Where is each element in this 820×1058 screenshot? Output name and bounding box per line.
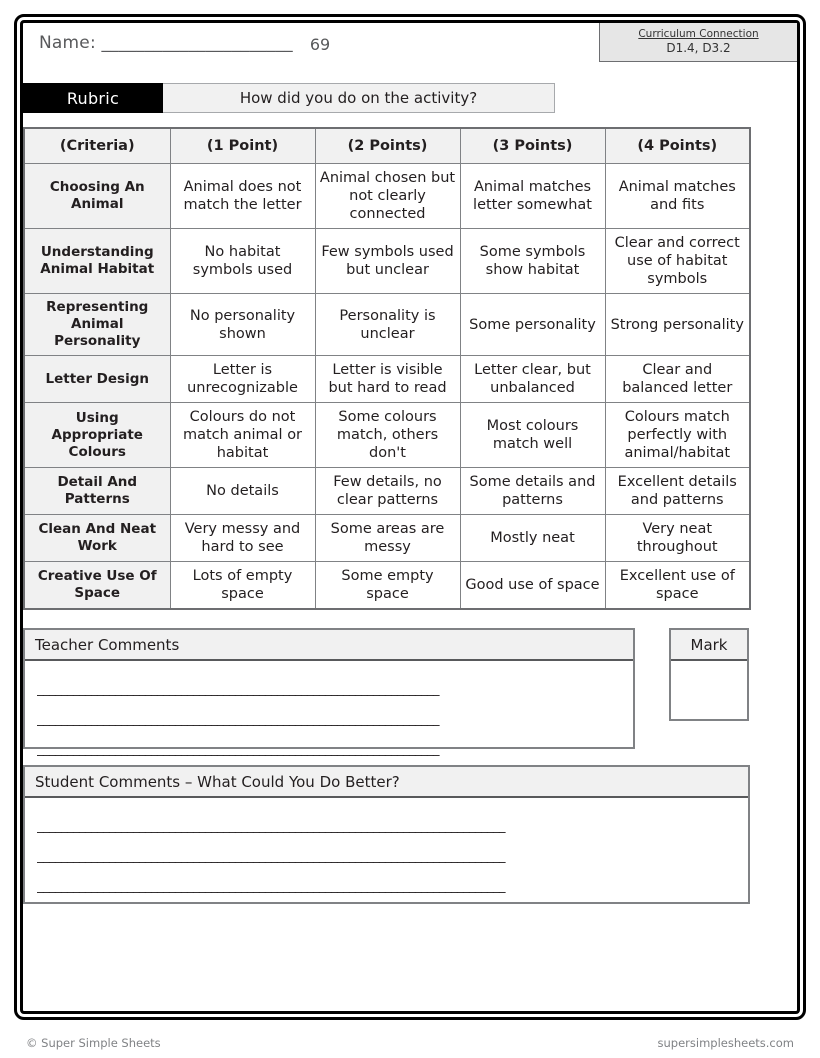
column-header-3-points: (3 Points) [460, 128, 605, 164]
score-cell-2[interactable]: Some colours match, others don't [315, 403, 460, 468]
score-cell-1[interactable]: Lots of empty space [170, 562, 315, 610]
score-cell-1[interactable]: No habitat symbols used [170, 229, 315, 294]
table-row [24, 468, 750, 515]
page-number: 69 [309, 35, 331, 54]
score-cell-4[interactable]: Colours match perfectly with animal/habitat [605, 403, 750, 468]
curriculum-connection-title: Curriculum Connection [638, 28, 759, 40]
score-cell-4[interactable]: Very neat throughout [605, 515, 750, 562]
rubric-tabbar [23, 83, 555, 113]
score-cell-3[interactable]: Mostly neat [460, 515, 605, 562]
mark-input[interactable] [671, 661, 747, 719]
criteria-cell: Creative Use Of Space [24, 562, 170, 610]
teacher-comments-title: Teacher Comments [25, 630, 633, 661]
teacher-comments-row [23, 628, 797, 757]
mark-box [669, 628, 749, 721]
student-comments-box [23, 765, 750, 904]
name-field[interactable]: Name: ______________________ [39, 33, 293, 53]
score-cell-4[interactable]: Strong personality [605, 294, 750, 356]
criteria-cell: Representing Animal Personality [24, 294, 170, 356]
writing-line: ______________________________________________________________________________ [37, 849, 505, 864]
column-header-criteria: (Criteria) [24, 128, 170, 164]
table-row [24, 515, 750, 562]
score-cell-3[interactable]: Some details and patterns [460, 468, 605, 515]
rubric-header-row [24, 128, 750, 164]
score-cell-1[interactable]: Colours do not match animal or habitat [170, 403, 315, 468]
score-cell-3[interactable]: Some personality [460, 294, 605, 356]
score-cell-1[interactable]: No personality shown [170, 294, 315, 356]
student-comments-field[interactable] [25, 798, 748, 902]
rubric-body [24, 164, 750, 610]
footer-website: supersimplesheets.com [657, 1036, 794, 1050]
score-cell-2[interactable]: Letter is visible but hard to read [315, 356, 460, 403]
criteria-cell: Choosing An Animal [24, 164, 170, 229]
score-cell-3[interactable]: Some symbols show habitat [460, 229, 605, 294]
student-comments-title: Student Comments – What Could You Do Better? [25, 767, 748, 798]
score-cell-2[interactable]: Few symbols used but unclear [315, 229, 460, 294]
curriculum-connection-codes: D1.4, D3.2 [666, 41, 731, 55]
writing-line: ___________________________________________________________________ [37, 742, 439, 757]
criteria-cell: Letter Design [24, 356, 170, 403]
criteria-cell: Using Appropriate Colours [24, 403, 170, 468]
score-cell-4[interactable]: Animal matches and fits [605, 164, 750, 229]
criteria-cell: Clean And Neat Work [24, 515, 170, 562]
mark-label: Mark [671, 630, 747, 661]
score-cell-4[interactable]: Excellent details and patterns [605, 468, 750, 515]
tab-rubric[interactable]: Rubric [23, 83, 163, 113]
score-cell-2[interactable]: Some empty space [315, 562, 460, 610]
teacher-comments-field[interactable] [25, 661, 633, 757]
column-header-2-points: (2 Points) [315, 128, 460, 164]
table-row [24, 562, 750, 610]
page-header [23, 23, 797, 73]
table-row [24, 403, 750, 468]
score-cell-4[interactable]: Excellent use of space [605, 562, 750, 610]
writing-line: ______________________________________________________________________________ [37, 879, 505, 894]
column-header-1-point: (1 Point) [170, 128, 315, 164]
criteria-cell: Understanding Animal Habitat [24, 229, 170, 294]
table-row [24, 356, 750, 403]
score-cell-3[interactable]: Animal matches letter somewhat [460, 164, 605, 229]
score-cell-2[interactable]: Few details, no clear patterns [315, 468, 460, 515]
score-cell-2[interactable]: Some areas are messy [315, 515, 460, 562]
curriculum-connection-box [599, 23, 797, 62]
student-comments-row [23, 765, 797, 904]
score-cell-3[interactable]: Letter clear, but unbalanced [460, 356, 605, 403]
column-header-4-points: (4 Points) [605, 128, 750, 164]
writing-line: ______________________________________________________________________________ [37, 819, 505, 834]
score-cell-1[interactable]: Very messy and hard to see [170, 515, 315, 562]
criteria-cell: Detail And Patterns [24, 468, 170, 515]
table-row [24, 294, 750, 356]
score-cell-4[interactable]: Clear and correct use of habitat symbols [605, 229, 750, 294]
rubric-table [23, 127, 751, 610]
table-row [24, 229, 750, 294]
score-cell-1[interactable]: Animal does not match the letter [170, 164, 315, 229]
rubric-question: How did you do on the activity? [163, 83, 555, 113]
score-cell-1[interactable]: No details [170, 468, 315, 515]
score-cell-2[interactable]: Personality is unclear [315, 294, 460, 356]
page-footer [0, 1030, 820, 1058]
writing-line: ___________________________________________________________________ [37, 682, 439, 697]
writing-line: ___________________________________________________________________ [37, 712, 439, 727]
score-cell-1[interactable]: Letter is unrecognizable [170, 356, 315, 403]
score-cell-2[interactable]: Animal chosen but not clearly connected [315, 164, 460, 229]
score-cell-4[interactable]: Clear and balanced letter [605, 356, 750, 403]
teacher-comments-box [23, 628, 635, 757]
worksheet-content [23, 23, 797, 1011]
table-row [24, 164, 750, 229]
score-cell-3[interactable]: Most colours match well [460, 403, 605, 468]
score-cell-3[interactable]: Good use of space [460, 562, 605, 610]
footer-copyright: © Super Simple Sheets [26, 1036, 161, 1050]
